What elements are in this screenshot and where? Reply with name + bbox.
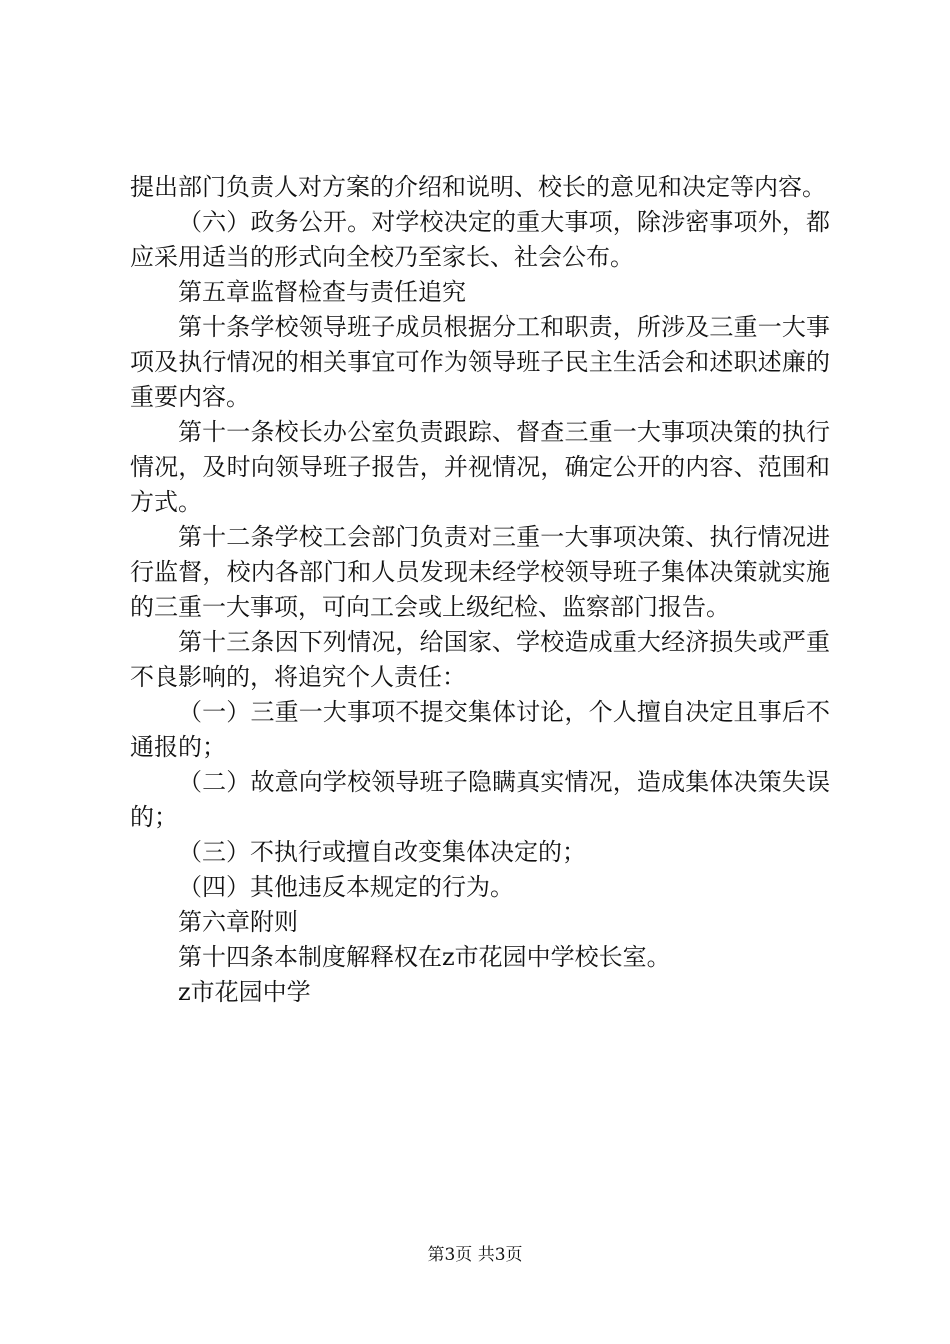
article-ten: 第十条学校领导班子成员根据分工和职责，所涉及三重一大事项及执行情况的相关事宜可作为领导班子民主生活会和述职述廉的重要内容。 <box>130 313 830 411</box>
article-thirteen-item-3: （三）不执行或擅自改变集体决定的； <box>178 838 586 866</box>
article-thirteen-item-4: （四）其他违反本规定的行为。 <box>178 873 514 901</box>
page-number-label: 第3页 共3页 <box>427 1245 523 1265</box>
article-fourteen: 第十四条本制度解释权在z市花园中学校长室。 <box>178 943 671 971</box>
article-thirteen: 第十三条因下列情况，给国家、学校造成重大经济损失或严重不良影响的，将追究个人责任： <box>130 628 830 691</box>
page-footer <box>0 1244 950 1266</box>
article-thirteen-item-2: （二）故意向学校领导班子隐瞒真实情况，造成集体决策失误的； <box>130 768 830 831</box>
paragraph-affairs-disclosure: （六）政务公开。对学校决定的重大事项，除涉密事项外，都应采用适当的形式向全校乃至家长、社会公布。 <box>130 208 830 271</box>
chapter-five-heading: 第五章监督检查与责任追究 <box>178 278 466 306</box>
article-thirteen-item-1: （一）三重一大事项不提交集体讨论，个人擅自决定且事后不通报的； <box>130 698 830 761</box>
chapter-six-heading: 第六章附则 <box>178 908 298 936</box>
paragraph-proposal-content: 提出部门负责人对方案的介绍和说明、校长的意见和决定等内容。 <box>130 173 826 201</box>
school-signature: z市花园中学 <box>178 978 311 1006</box>
article-twelve: 第十二条学校工会部门负责对三重一大事项决策、执行情况进行监督，校内各部门和人员发现未经学校领导班子集体决策就实施的三重一大事项，可向工会或上级纪检、监察部门报告。 <box>130 523 830 621</box>
document-body <box>130 170 830 1010</box>
article-eleven: 第十一条校长办公室负责跟踪、督查三重一大事项决策的执行情况，及时向领导班子报告，并视情况，确定公开的内容、范围和方式。 <box>130 418 830 516</box>
